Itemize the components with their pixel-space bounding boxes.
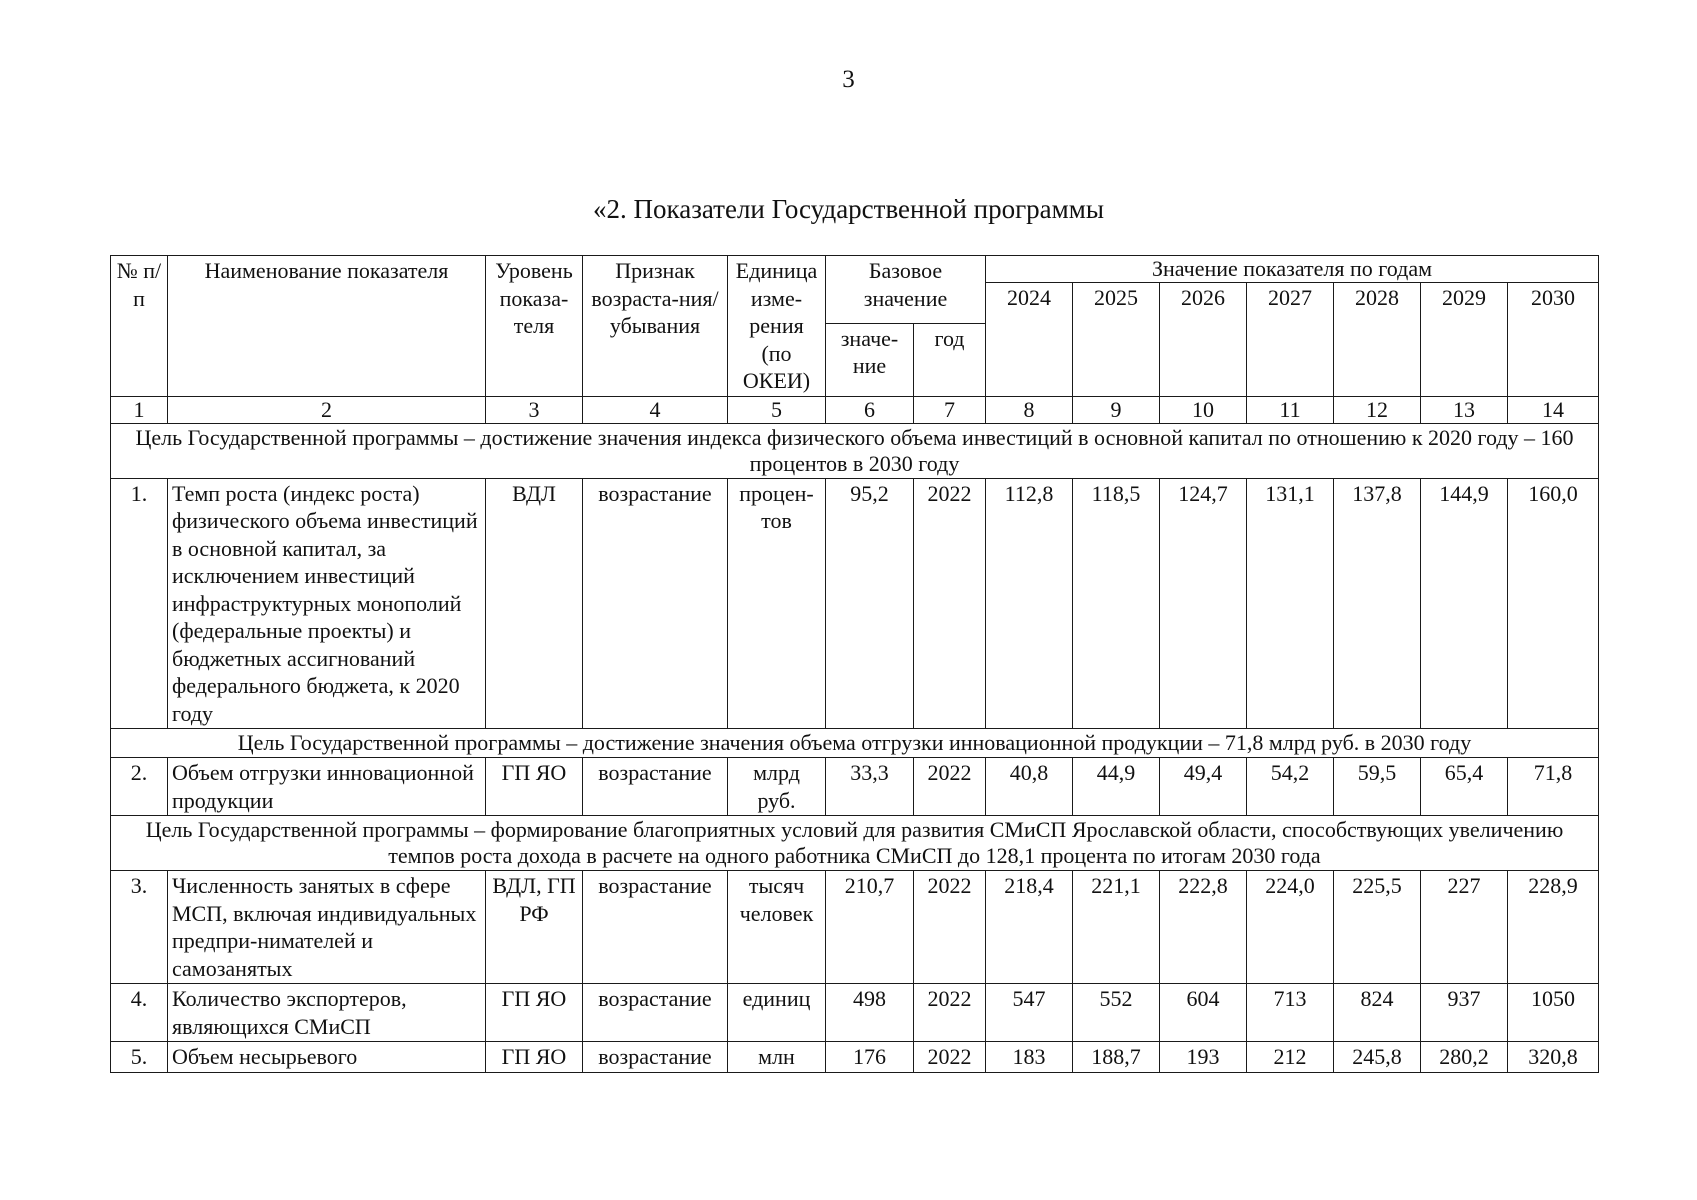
- year-value: 228,9: [1508, 871, 1599, 984]
- indicator-unit: тысяч человек: [728, 871, 826, 984]
- goal-row: [111, 423, 1599, 478]
- row-num: 4.: [111, 984, 168, 1042]
- column-number: 9: [1073, 396, 1160, 423]
- table-row: [111, 758, 1599, 816]
- goal-text: Цель Государственной программы – формирование благоприятных условий для развития СМиСП Ярославской области, способствующих увеличению темпов роста дохода в расчете на одного работника СМиСП до 128,1 процента по итогам 2030 года: [111, 816, 1599, 871]
- indicator-sign: возрастание: [583, 1042, 728, 1073]
- indicator-level: ГП ЯО: [486, 984, 583, 1042]
- header-year: 2028: [1334, 283, 1421, 397]
- column-number: 6: [826, 396, 914, 423]
- indicator-level: ГП ЯО: [486, 1042, 583, 1073]
- row-num: 3.: [111, 871, 168, 984]
- year-value: 225,5: [1334, 871, 1421, 984]
- indicator-name: Объем отгрузки инновационной продукции: [168, 758, 486, 816]
- year-value: 65,4: [1421, 758, 1508, 816]
- indicator-level: ВДЛ, ГП РФ: [486, 871, 583, 984]
- row-num: 5.: [111, 1042, 168, 1073]
- year-value: 49,4: [1160, 758, 1247, 816]
- document-title: «2. Показатели Государственной программы: [593, 194, 1104, 224]
- indicator-sign: возрастание: [583, 984, 728, 1042]
- year-value: 54,2: [1247, 758, 1334, 816]
- header-year: 2030: [1508, 283, 1599, 397]
- year-value: 227: [1421, 871, 1508, 984]
- table-row: [111, 1042, 1599, 1073]
- goal-text: Цель Государственной программы – достижение значения объема отгрузки инновационной продукции – 71,8 млрд руб. в 2030 году: [111, 729, 1599, 758]
- page-number: 3: [842, 66, 855, 93]
- indicator-name: Численность занятых в сфере МСП, включая индивидуальных предпри-нимателей и самозанятых: [168, 871, 486, 984]
- base-value: 210,7: [826, 871, 914, 984]
- table-row: [111, 871, 1599, 984]
- header-year: 2029: [1421, 283, 1508, 397]
- header-year: 2025: [1073, 283, 1160, 397]
- column-number: 3: [486, 396, 583, 423]
- goal-row: [111, 729, 1599, 758]
- indicator-unit: единиц: [728, 984, 826, 1042]
- year-value: 137,8: [1334, 478, 1421, 729]
- header-year: 2024: [986, 283, 1073, 397]
- year-value: 937: [1421, 984, 1508, 1042]
- year-value: 320,8: [1508, 1042, 1599, 1073]
- base-value: 498: [826, 984, 914, 1042]
- year-value: 280,2: [1421, 1042, 1508, 1073]
- year-value: 245,8: [1334, 1042, 1421, 1073]
- header-name: Наименование показателя: [168, 256, 486, 397]
- table-header-row: [111, 256, 1599, 283]
- year-value: 118,5: [1073, 478, 1160, 729]
- indicator-sign: возрастание: [583, 478, 728, 729]
- indicator-name: Объем несырьевого: [168, 1042, 486, 1073]
- indicator-unit: млрд руб.: [728, 758, 826, 816]
- column-number: 8: [986, 396, 1073, 423]
- column-number: 10: [1160, 396, 1247, 423]
- column-number: 2: [168, 396, 486, 423]
- column-number: 13: [1421, 396, 1508, 423]
- column-number: 7: [914, 396, 986, 423]
- year-value: 131,1: [1247, 478, 1334, 729]
- base-year: 2022: [914, 984, 986, 1042]
- year-value: 40,8: [986, 758, 1073, 816]
- year-value: 547: [986, 984, 1073, 1042]
- header-base-value: значе-ние: [826, 323, 914, 396]
- indicator-sign: возрастание: [583, 871, 728, 984]
- header-base-year: год: [914, 323, 986, 396]
- year-value: 188,7: [1073, 1042, 1160, 1073]
- year-value: 604: [1160, 984, 1247, 1042]
- year-value: 160,0: [1508, 478, 1599, 729]
- header-year: 2027: [1247, 283, 1334, 397]
- goal-text: Цель Государственной программы – достижение значения индекса физического объема инвестиций в основной капитал по отношению к 2020 году – 160 процентов в 2030 году: [111, 423, 1599, 478]
- year-value: 1050: [1508, 984, 1599, 1042]
- base-year: 2022: [914, 478, 986, 729]
- base-value: 95,2: [826, 478, 914, 729]
- indicator-name: Темп роста (индекс роста) физического объема инвестиций в основной капитал, за исключением инвестиций инфраструктурных монополий (федеральные проекты) и бюджетных ассигнований федерального бюджета, к 2020 году: [168, 478, 486, 729]
- year-value: 193: [1160, 1042, 1247, 1073]
- year-value: 221,1: [1073, 871, 1160, 984]
- year-value: 44,9: [1073, 758, 1160, 816]
- column-number: 14: [1508, 396, 1599, 423]
- year-value: 144,9: [1421, 478, 1508, 729]
- year-value: 552: [1073, 984, 1160, 1042]
- header-sign: Признак возраста-ния/убывания: [583, 256, 728, 397]
- table-row: [111, 478, 1599, 729]
- header-by-years: Значение показателя по годам: [986, 256, 1599, 283]
- indicator-sign: возрастание: [583, 758, 728, 816]
- year-value: 71,8: [1508, 758, 1599, 816]
- header-level: Уровень показа-теля: [486, 256, 583, 397]
- year-value: 218,4: [986, 871, 1073, 984]
- year-value: 59,5: [1334, 758, 1421, 816]
- column-number: 1: [111, 396, 168, 423]
- year-value: 112,8: [986, 478, 1073, 729]
- column-number: 12: [1334, 396, 1421, 423]
- year-value: 224,0: [1247, 871, 1334, 984]
- header-year: 2026: [1160, 283, 1247, 397]
- column-numbers-row: [111, 396, 1599, 423]
- row-num: 1.: [111, 478, 168, 729]
- base-year: 2022: [914, 871, 986, 984]
- header-base: Базовое значение: [826, 256, 986, 324]
- indicator-level: ГП ЯО: [486, 758, 583, 816]
- base-year: 2022: [914, 1042, 986, 1073]
- table-row: [111, 984, 1599, 1042]
- indicator-unit: процен-тов: [728, 478, 826, 729]
- year-value: 212: [1247, 1042, 1334, 1073]
- base-value: 33,3: [826, 758, 914, 816]
- indicator-name: Количество экспортеров, являющихся СМиСП: [168, 984, 486, 1042]
- base-year: 2022: [914, 758, 986, 816]
- indicator-unit: млн: [728, 1042, 826, 1073]
- indicators-table: [110, 255, 1599, 1073]
- year-value: 713: [1247, 984, 1334, 1042]
- row-num: 2.: [111, 758, 168, 816]
- header-unit: Единица изме-рения (по ОКЕИ): [728, 256, 826, 397]
- column-number: 11: [1247, 396, 1334, 423]
- header-num: № п/п: [111, 256, 168, 397]
- year-value: 124,7: [1160, 478, 1247, 729]
- year-value: 222,8: [1160, 871, 1247, 984]
- indicator-level: ВДЛ: [486, 478, 583, 729]
- column-number: 4: [583, 396, 728, 423]
- year-value: 183: [986, 1042, 1073, 1073]
- base-value: 176: [826, 1042, 914, 1073]
- column-number: 5: [728, 396, 826, 423]
- year-value: 824: [1334, 984, 1421, 1042]
- goal-row: [111, 816, 1599, 871]
